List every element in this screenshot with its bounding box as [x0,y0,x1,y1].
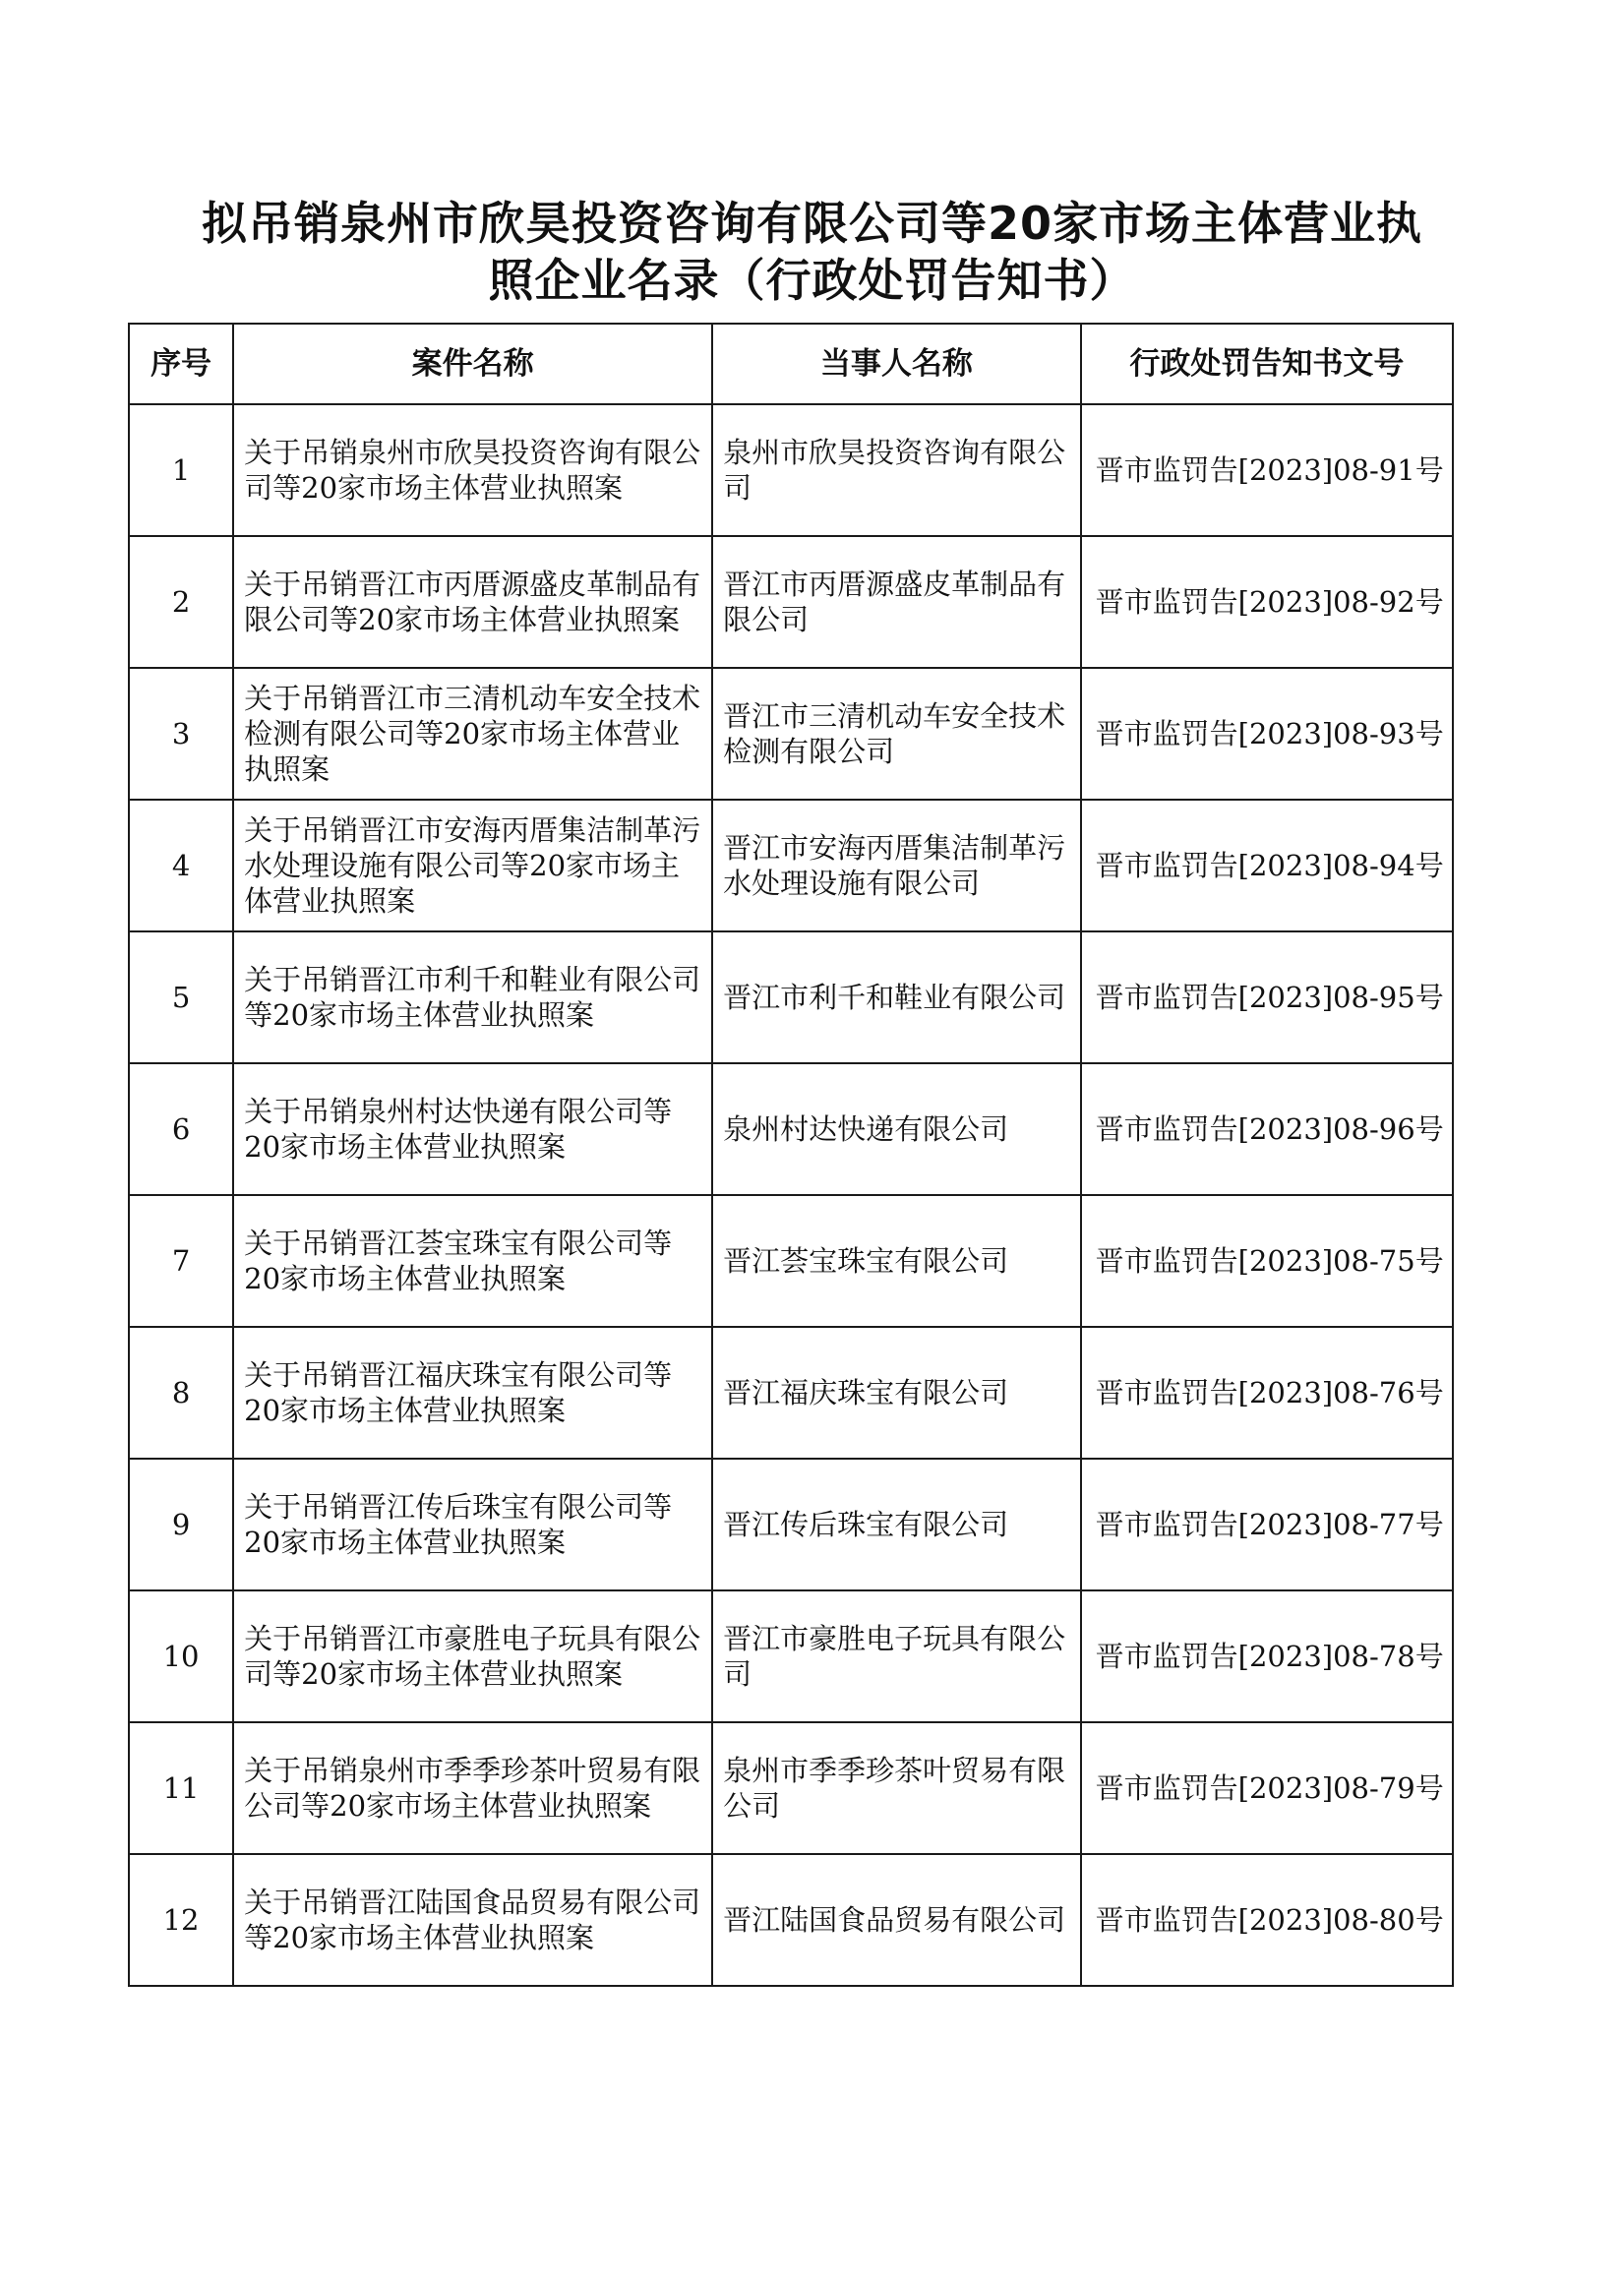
header-party-name: 当事人名称 [712,324,1081,404]
table-row [129,1459,1453,1590]
row-index: 4 [129,800,233,931]
row-party-name: 晋江福庆珠宝有限公司 [712,1327,1081,1459]
row-party-name: 泉州市欣昊投资咨询有限公司 [712,404,1081,536]
row-party-name: 泉州市季季珍茶叶贸易有限公司 [712,1722,1081,1854]
row-doc-number: 晋市监罚告[2023]08-75号 [1081,1195,1453,1327]
row-case-name: 关于吊销晋江市利千和鞋业有限公司等20家市场主体营业执照案 [233,931,712,1063]
row-doc-number: 晋市监罚告[2023]08-77号 [1081,1459,1453,1590]
row-doc-number: 晋市监罚告[2023]08-96号 [1081,1063,1453,1195]
row-index: 2 [129,536,233,668]
row-case-name: 关于吊销晋江市三清机动车安全技术检测有限公司等20家市场主体营业执照案 [233,668,712,800]
row-case-name: 关于吊销晋江福庆珠宝有限公司等20家市场主体营业执照案 [233,1327,712,1459]
table-row [129,1722,1453,1854]
page-title-line-2: 照企业名录（行政处罚告知书） [488,254,1136,307]
header-doc-number: 行政处罚告知书文号 [1081,324,1453,404]
row-index: 7 [129,1195,233,1327]
table-row [129,668,1453,800]
row-doc-number: 晋市监罚告[2023]08-94号 [1081,800,1453,931]
row-case-name: 关于吊销晋江市豪胜电子玩具有限公司等20家市场主体营业执照案 [233,1590,712,1722]
row-party-name: 晋江市丙厝源盛皮革制品有限公司 [712,536,1081,668]
row-case-name: 关于吊销泉州市欣昊投资咨询有限公司等20家市场主体营业执照案 [233,404,712,536]
row-doc-number: 晋市监罚告[2023]08-92号 [1081,536,1453,668]
row-index: 9 [129,1459,233,1590]
page-title [98,195,1526,309]
table-row [129,1063,1453,1195]
header-index: 序号 [129,324,233,404]
row-party-name: 晋江传后珠宝有限公司 [712,1459,1081,1590]
table-header-row [129,324,1453,404]
table-row [129,1195,1453,1327]
row-party-name: 晋江市利千和鞋业有限公司 [712,931,1081,1063]
page-title-line-1: 拟吊销泉州市欣昊投资咨询有限公司等20家市场主体营业执 [201,197,1422,250]
table-row [129,536,1453,668]
row-doc-number: 晋市监罚告[2023]08-76号 [1081,1327,1453,1459]
table-row [129,931,1453,1063]
row-party-name: 晋江陆国食品贸易有限公司 [712,1854,1081,1986]
row-doc-number: 晋市监罚告[2023]08-95号 [1081,931,1453,1063]
header-case-name: 案件名称 [233,324,712,404]
row-index: 12 [129,1854,233,1986]
table-row [129,1327,1453,1459]
row-doc-number: 晋市监罚告[2023]08-78号 [1081,1590,1453,1722]
row-case-name: 关于吊销晋江陆国食品贸易有限公司等20家市场主体营业执照案 [233,1854,712,1986]
row-case-name: 关于吊销泉州市季季珍茶叶贸易有限公司等20家市场主体营业执照案 [233,1722,712,1854]
row-doc-number: 晋市监罚告[2023]08-91号 [1081,404,1453,536]
table-row [129,1590,1453,1722]
row-index: 8 [129,1327,233,1459]
row-index: 6 [129,1063,233,1195]
table-row [129,404,1453,536]
table-row [129,1854,1453,1986]
row-case-name: 关于吊销泉州村达快递有限公司等20家市场主体营业执照案 [233,1063,712,1195]
row-index: 1 [129,404,233,536]
row-index: 10 [129,1590,233,1722]
table-row [129,800,1453,931]
row-index: 5 [129,931,233,1063]
row-doc-number: 晋市监罚告[2023]08-93号 [1081,668,1453,800]
row-case-name: 关于吊销晋江市安海丙厝集洁制革污水处理设施有限公司等20家市场主体营业执照案 [233,800,712,931]
notice-table [128,323,1454,1987]
row-party-name: 晋江市豪胜电子玩具有限公司 [712,1590,1081,1722]
row-case-name: 关于吊销晋江市丙厝源盛皮革制品有限公司等20家市场主体营业执照案 [233,536,712,668]
row-party-name: 晋江荟宝珠宝有限公司 [712,1195,1081,1327]
row-party-name: 泉州村达快递有限公司 [712,1063,1081,1195]
row-case-name: 关于吊销晋江传后珠宝有限公司等20家市场主体营业执照案 [233,1459,712,1590]
row-doc-number: 晋市监罚告[2023]08-80号 [1081,1854,1453,1986]
row-doc-number: 晋市监罚告[2023]08-79号 [1081,1722,1453,1854]
row-index: 3 [129,668,233,800]
row-party-name: 晋江市安海丙厝集洁制革污水处理设施有限公司 [712,800,1081,931]
row-index: 11 [129,1722,233,1854]
row-party-name: 晋江市三清机动车安全技术检测有限公司 [712,668,1081,800]
row-case-name: 关于吊销晋江荟宝珠宝有限公司等20家市场主体营业执照案 [233,1195,712,1327]
